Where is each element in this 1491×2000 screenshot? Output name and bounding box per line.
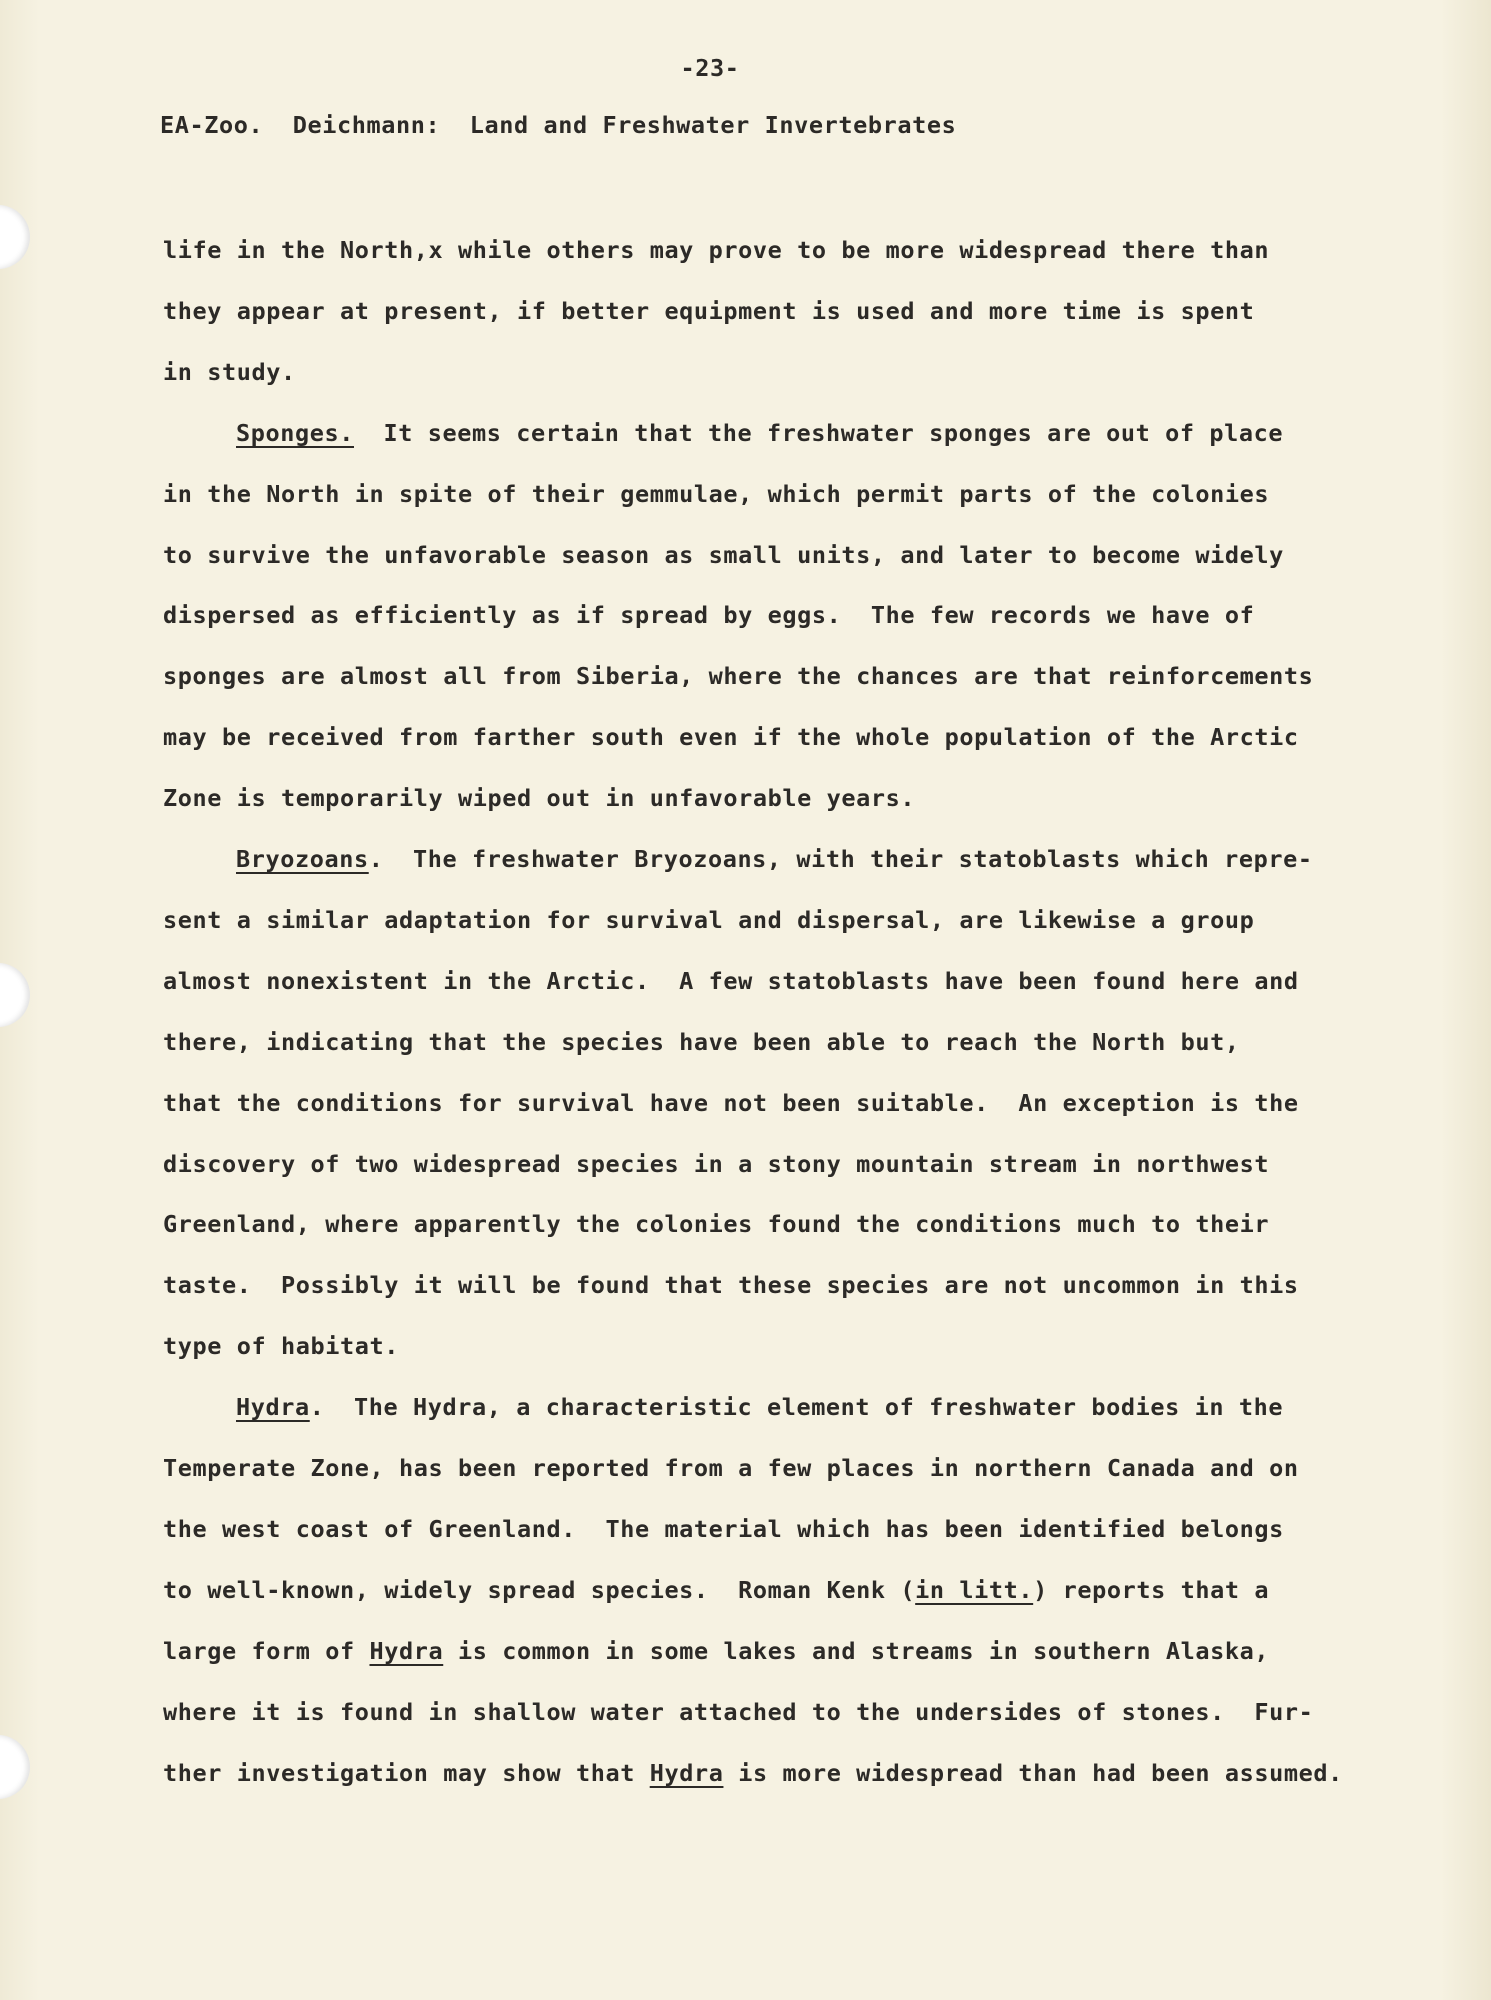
text-line (163, 967, 1299, 995)
text-line (163, 1210, 1269, 1238)
binder-hole (0, 1735, 30, 1799)
text-segment: Zone is temporarily wiped out in unfavorable years. (163, 784, 916, 813)
text-segment: that the conditions for survival have not been suitable. An exception is the (163, 1088, 1299, 1117)
binder-hole (0, 205, 30, 269)
text-line (163, 1698, 1313, 1726)
underlined-text: Hydra (236, 1393, 310, 1422)
text-segment: life in the North,x while others may prove to be more widespread there than (163, 236, 1270, 264)
text-line (163, 1150, 1269, 1178)
text-segment: in study. (163, 357, 296, 386)
text-segment: to well-known, widely spread species. Roman Kenk ( (163, 1575, 916, 1604)
text-segment: type of habitat. (163, 1332, 399, 1361)
text-line (163, 723, 1299, 751)
page-number: -23- (680, 54, 740, 82)
text-segment: to survive the unfavorable season as small units, and later to become widely (163, 540, 1284, 569)
text-segment: in the North in spite of their gemmulae, which permit parts of the colonies (163, 479, 1270, 508)
text-line (236, 1393, 1283, 1421)
text-segment: dispersed as efficiently as if spread by eggs. The few records we have of (163, 601, 1255, 630)
text-segment: ther investigation may show that (163, 1758, 650, 1787)
text-segment: there, indicating that the species have been able to reach the North but, (163, 1027, 1240, 1056)
text-line (163, 1515, 1284, 1543)
text-segment: sent a similar adaptation for survival and dispersal, are likewise a group (163, 905, 1255, 934)
text-segment: where it is found in shallow water attached to the undersides of stones. Fur- (163, 1697, 1314, 1726)
text-segment: is common in some lakes and streams in southern Alaska, (443, 1636, 1270, 1665)
underlined-text: Hydra (369, 1636, 444, 1665)
text-segment: Greenland, where apparently the colonies found the conditions much to their (163, 1210, 1270, 1239)
text-segment: almost nonexistent in the Arctic. A few statoblasts have been found here and (163, 966, 1299, 995)
text-line (163, 1759, 1343, 1787)
text-line (163, 662, 1313, 690)
text-line (163, 480, 1269, 508)
text-line (163, 1576, 1269, 1604)
text-line (163, 541, 1284, 569)
text-segment: large form of (163, 1636, 370, 1665)
text-segment: . The freshwater Bryozoans, with their statoblasts which repre- (368, 845, 1313, 873)
text-segment: sponges are almost all from Siberia, where the chances are that reinforcements (163, 662, 1314, 691)
text-line (163, 236, 1269, 264)
underlined-text: Hydra (649, 1758, 724, 1787)
text-segment: the west coast of Greenland. The material which has been identified belongs (163, 1514, 1284, 1543)
text-segment: discovery of two widespread species in a stony mountain stream in northwest (163, 1149, 1270, 1178)
underlined-text: Sponges. (236, 418, 354, 447)
text-segment: It seems certain that the freshwater sponges are out of place (354, 418, 1284, 447)
text-line (163, 1089, 1299, 1117)
text-segment: they appear at present, if better equipment is used and more time is spent (163, 296, 1255, 325)
text-line (163, 601, 1254, 629)
text-segment: taste. Possibly it will be found that these species are not uncommon in this (163, 1271, 1299, 1300)
running-head: EA-Zoo. Deichmann: Land and Freshwater Invertebrates (160, 111, 957, 139)
text-line (163, 1028, 1240, 1056)
underlined-text: in litt. (915, 1575, 1034, 1604)
text-line (163, 1332, 399, 1360)
binder-hole (0, 963, 30, 1027)
text-segment: may be received from farther south even if the whole population of the Arctic (163, 723, 1299, 752)
text-line (163, 1637, 1269, 1665)
text-segment: . The Hydra, a characteristic element of freshwater bodies in the (309, 1393, 1284, 1422)
text-line (236, 419, 1283, 447)
text-line (163, 906, 1254, 934)
underlined-text: Bryozoans (236, 845, 369, 873)
text-segment: ) reports that a (1033, 1575, 1270, 1604)
text-segment: is more widespread than had been assumed. (723, 1758, 1343, 1787)
text-line (163, 784, 915, 812)
text-segment: Temperate Zone, has been reported from a few places in northern Canada and on (163, 1454, 1299, 1482)
text-line (236, 845, 1313, 873)
text-line (163, 358, 296, 386)
text-line (163, 1454, 1299, 1482)
text-line (163, 297, 1254, 325)
text-line (163, 1271, 1299, 1299)
